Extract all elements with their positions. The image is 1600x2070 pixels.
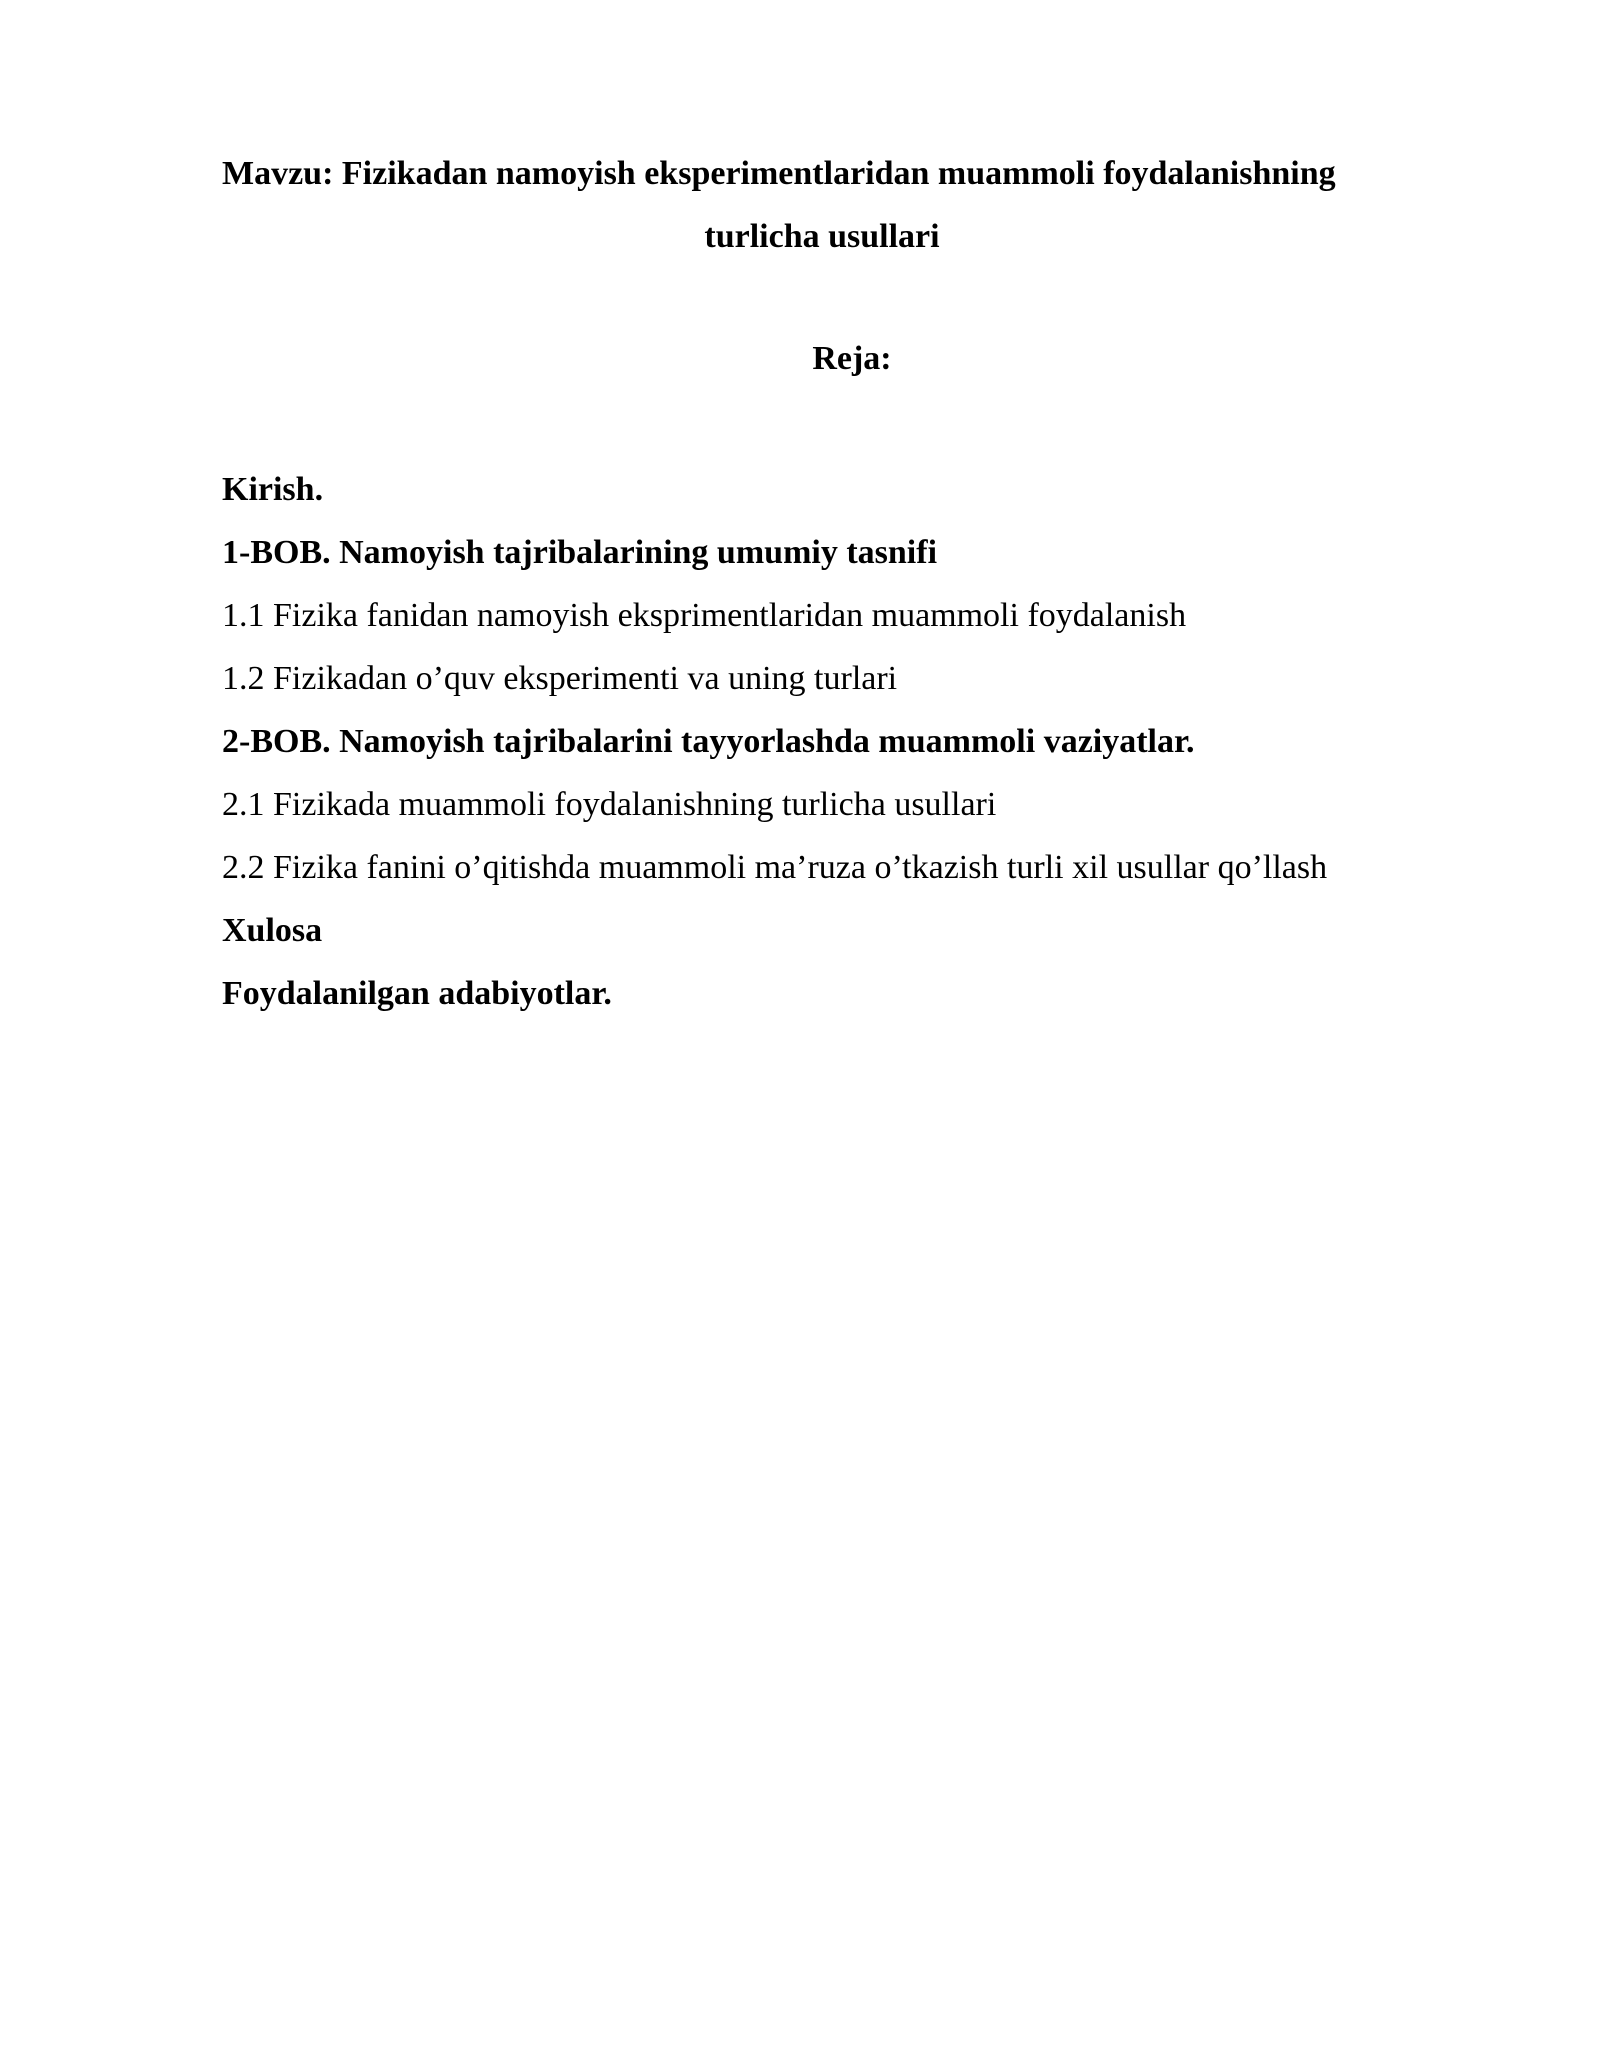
toc-item-introduction: Kirish. bbox=[222, 471, 324, 508]
table-of-contents bbox=[222, 458, 1482, 1025]
toc-item-chapter-1: 1-BOB. Namoyish tajribalarining umumiy tasnifi bbox=[222, 534, 938, 571]
toc-item-section-1-1: 1.1 Fizika fanidan namoyish eksprimentlaridan muammoli foydalanish bbox=[222, 597, 1187, 634]
title-line-2: turlicha usullari bbox=[704, 218, 940, 255]
toc-item-section-2-2: 2.2 Fizika fanini o’qitishda muammoli ma’ruza o’tkazish turli xil usullar qo’llash bbox=[222, 849, 1328, 886]
toc-item-references: Foydalanilgan adabiyotlar. bbox=[222, 975, 612, 1012]
toc-item-chapter-2: 2-BOB. Namoyish tajribalarini tayyorlashda muammoli vaziyatlar. bbox=[222, 723, 1195, 760]
plan-heading: Reja: bbox=[812, 340, 892, 377]
toc-item-section-2-1: 2.1 Fizikada muammoli foydalanishning turlicha usullari bbox=[222, 786, 997, 823]
document-title bbox=[222, 142, 1422, 268]
title-line-1: Mavzu: Fizikadan namoyish eksperimentlaridan muammoli foydalanishning bbox=[222, 155, 1336, 192]
toc-item-section-1-2: 1.2 Fizikadan o’quv eksperimenti va uning turlari bbox=[222, 660, 898, 697]
toc-item-conclusion: Xulosa bbox=[222, 912, 323, 949]
